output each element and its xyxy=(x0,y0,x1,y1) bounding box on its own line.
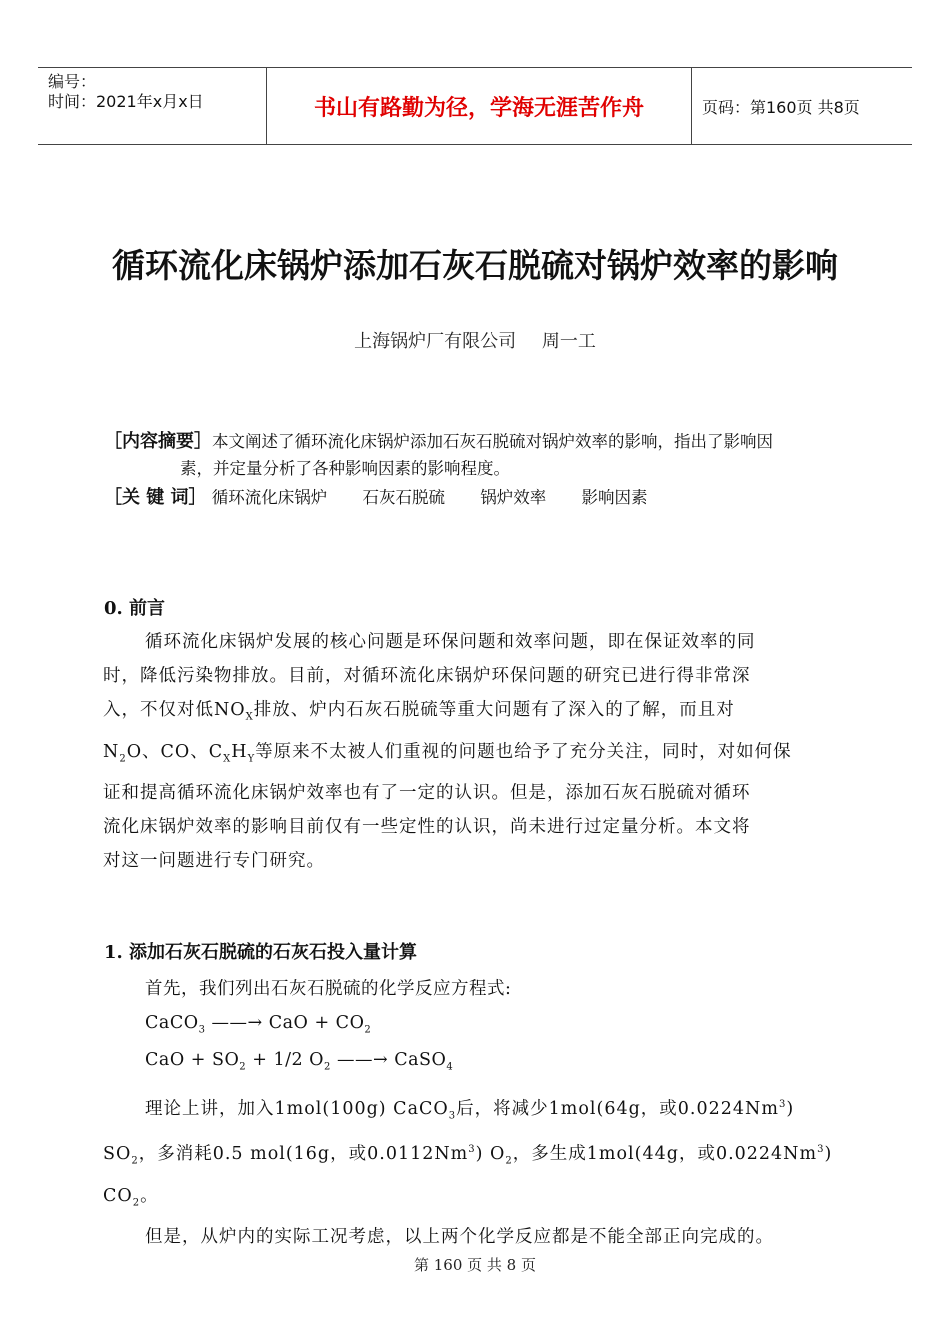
header-left xyxy=(48,72,266,112)
text-line: $CO_2$。 xyxy=(103,1185,159,1209)
keyword: 石灰石脱硫 xyxy=(362,488,446,507)
text-line: $SO_2$，多消耗0.5 mol(16g，或0.0112Nm$^3$) $O_2$，多生成1mol(44g，或0.0224Nm$^3$) xyxy=(103,1144,833,1167)
text-line: 循环流化床锅炉发展的核心问题是环保问题和效率问题，即在保证效率的同 xyxy=(145,632,756,652)
text-line: 理论上讲，加入1mol(100g) CaCO$_3$后，将减少1mol(64g，或0.0224Nm$^3$) xyxy=(145,1098,795,1122)
text-line: 首先，我们列出石灰石脱硫的化学反应方程式: xyxy=(145,979,512,999)
number-label: 编号： xyxy=(48,72,97,91)
paragraph xyxy=(103,1088,871,1254)
keywords xyxy=(104,484,678,511)
paragraph xyxy=(103,625,871,878)
author-org: 上海锅炉厂有限公司 xyxy=(354,331,517,352)
keyword: 锅炉效率 xyxy=(480,488,547,507)
text-line: 证和提高循环流化床锅炉效率也有了一定的认识。但是，添加石灰石脱硫对循环 xyxy=(103,783,751,803)
text-line: 对这一问题进行专门研究。 xyxy=(103,851,325,871)
section-heading: 1. 添加石灰石脱硫的石灰石投入量计算 xyxy=(104,942,418,963)
abstract-text: 本文阐述了循环流化床锅炉添加石灰石脱硫对锅炉效率的影响，指出了影响因 xyxy=(212,432,773,451)
text-line: $N_2O$、CO、$C_XH_Y$等原来不太被人们重视的问题也给予了充分关注，同时，对如何保 xyxy=(103,741,792,764)
section-heading: 0. 前言 xyxy=(104,598,166,619)
text-line: 但是，从炉内的实际工况考虑，以上两个化学反应都是不能全部正向完成的。 xyxy=(145,1227,774,1248)
document-title: 循环流化床锅炉添加石灰石脱硫对锅炉效率的影响 xyxy=(112,246,838,285)
equation: CaCO$_3$ ——→ CaO + $CO_2$ xyxy=(145,1013,372,1036)
abstract-tag: ［内容摘要］ xyxy=(104,431,212,452)
page-info: 页码：第160页 共8页 xyxy=(702,97,860,117)
page-footer: 第 160 页 共 8 页 xyxy=(413,1256,536,1274)
equation: CaO + $SO_2 + 1/2$ $O_2$ ——→ CaSO$_4$ xyxy=(145,1050,454,1073)
text-line: 流化床锅炉效率的影响目前仅有一些定性的认识，尚未进行过定量分析。本文将 xyxy=(103,817,751,837)
abstract xyxy=(104,428,884,482)
divider xyxy=(691,68,692,144)
header-table xyxy=(38,67,912,145)
motto: 书山有路勤为径，学海无涯苦作舟 xyxy=(313,95,644,121)
keyword: 循环流化床锅炉 xyxy=(211,488,328,507)
text-line: 时，降低污染物排放。目前，对循环流化床锅炉环保问题的研究已进行得非常深 xyxy=(103,666,751,686)
author-line xyxy=(0,327,950,353)
keyword: 影响因素 xyxy=(581,488,648,507)
keywords-tag: ［关 键 词］ xyxy=(104,487,207,508)
text-line: 入，不仅对低$NO_X$排放、炉内石灰石脱硫等重大问题有了深入的了解，而且对 xyxy=(103,700,735,723)
abstract-text: 素，并定量分析了各种影响因素的影响程度。 xyxy=(180,459,510,478)
time-label: 时间：2021年x月x日 xyxy=(48,92,204,111)
author-name: 周一工 xyxy=(541,331,596,352)
